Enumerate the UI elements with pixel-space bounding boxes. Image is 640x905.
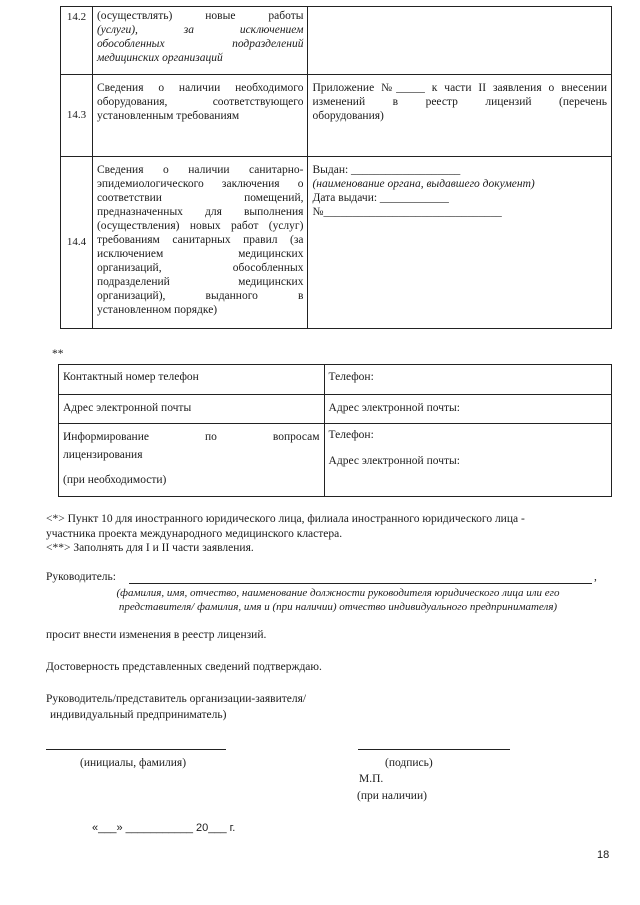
table-row: [59, 395, 612, 424]
row-number: 14.3: [61, 75, 93, 157]
stamp-note: (при наличии): [357, 790, 427, 802]
row-number: 14.2: [61, 7, 93, 75]
row-value: [308, 7, 612, 75]
row-value: Выдан: ___________________ (наименование органа, выдавшего документ) Дата выдачи: ____________ №_______________________________: [308, 157, 612, 329]
table-row: [61, 157, 612, 329]
table-row: [61, 75, 612, 157]
contact-label: Адрес электронной почты: [59, 395, 325, 424]
double-star-mark: **: [52, 348, 64, 360]
services-table: [60, 6, 612, 329]
confirm-text: Достоверность представленных сведений подтверждаю.: [46, 661, 322, 673]
row-description: Сведения о наличии санитарно- эпидемиологического заключения о соответствии помещений, предназначенных для выполнения (осуществления) новых работ (услуг) требованиям санитарных правил (за исключением медицинских организаций, обособленных подразделений медицинских организаций), выданного в установленном порядке): [92, 157, 308, 329]
contact-label: Информирование по вопросам лицензирования (при необходимости): [59, 424, 325, 497]
row-description: Сведения о наличии необходимого оборудования, соответствующего установленным требованиям: [92, 75, 308, 157]
page-number: 18: [597, 849, 610, 861]
row-description: (осуществлять) новые работы (услуги), за исключением обособленных подразделений медицинских организаций: [92, 7, 308, 75]
footnote-line: участника проекта международного медицинского кластера.: [46, 527, 343, 540]
head-name-line: [129, 583, 592, 584]
contact-value: Телефон: Адрес электронной почты:: [324, 424, 611, 497]
footnote-line: <*> Пункт 10 для иностранного юридического лица, филиала иностранного юридического лица -: [46, 513, 525, 525]
signature-line: [358, 749, 510, 750]
table-row: [59, 424, 612, 497]
row-value: Приложение №_____ к части II заявления о внесении изменений в реестр лицензий (перечень оборудования): [308, 75, 612, 157]
initials-line: [46, 749, 226, 750]
contact-value: Адрес электронной почты:: [324, 395, 611, 424]
contact-table: [58, 364, 612, 497]
initials-caption: (инициалы, фамилия): [80, 757, 187, 769]
contact-label: Контактный номер телефон: [59, 365, 325, 395]
footnotes: [46, 512, 606, 556]
date-line: «___» ___________ 20___ г.: [92, 822, 236, 834]
footnote-line: <**> Заполнять для I и II части заявления.: [46, 542, 254, 555]
request-text: просит внести изменения в реестр лицензий.: [46, 629, 267, 641]
table-row: [61, 7, 612, 75]
row-number: 14.4: [61, 157, 93, 329]
head-hint: (фамилия, имя, отчество, наименование должности руководителя юридического лица или его представителя/ фамилия, имя и (при наличии) отчество индивидуального предпринимателя): [116, 587, 560, 614]
head-label: Руководитель:: [46, 571, 116, 583]
table-row: [59, 365, 612, 395]
signature-caption: (подпись): [385, 757, 433, 769]
head-comma: ,: [594, 571, 597, 583]
signer-title: Руководитель/представитель организации-заявителя/ индивидуальный предприниматель): [46, 693, 307, 721]
contact-value: Телефон:: [324, 365, 611, 395]
stamp-mark: М.П.: [359, 773, 384, 785]
